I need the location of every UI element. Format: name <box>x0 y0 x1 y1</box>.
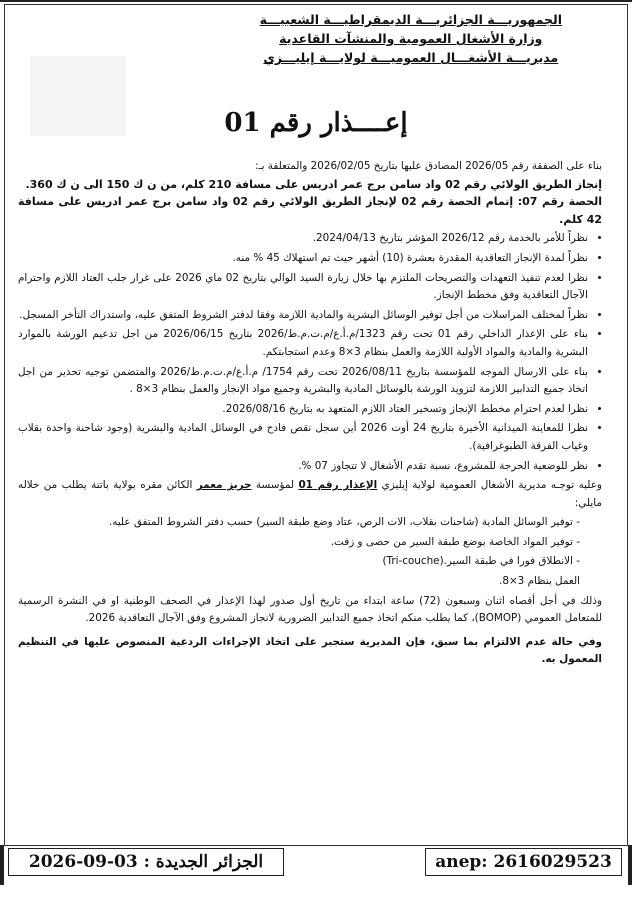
newspaper-box: الجزائر الجديدة : 03-09-2026 <box>8 848 284 876</box>
consideration-item: • بناء على الإعذار الداخلي رقم 01 تحت رقم 1323/م.أ.ع/م.ت.م.ط/2026 بتاريخ 2026/06/15 من اجل تدعيم الورشة بالموارد البشرية والمادية والمواد الأولية اللازمة والعمل بنظام 3×8 وعدم استجابتكم. <box>18 326 588 361</box>
consideration-item: • بناء على الارسال الموجه للمؤسسة بتاريخ 2026/08/11 تحت رقم 1754/ م.أ.ع/م.ت.م.ط/2026 والمتضمن توجيه تحذير من اجل اتخاذ جميع التدابير اللازمة لتزويد الورشة بالوسائل المادية والبشرية وجميع مواد الإنجاز والعمل بنظام 3×8 . <box>18 364 588 399</box>
consideration-item: • نظرا لعدم احترام مخطط الإنجاز وتسخير العتاد اللازم المتعهد به بتاريخ 2026/08/16. <box>18 401 588 419</box>
notice-number: الإعذار رقم 01 <box>298 479 378 492</box>
company-name: حريز معمر <box>196 479 252 492</box>
header-republic: الجمهوريـــة الجزائريـــة الديمقراطيـــة الشعبيـــة <box>259 12 562 27</box>
consideration-item: • نظر للوضعية الحرجة للمشروع، نسبة تقدم الأشغال لا تتجاوز 07 %. <box>18 458 588 476</box>
consideration-item: • نظراً للأمر بالخدمة رقم 2026/12 المؤشر بتاريخ 2024/04/13. <box>18 230 588 248</box>
notice-before: وعليه توجـه مديرية الأشغال العمومية لولاية إيليزي <box>381 479 602 492</box>
right-edge-bar <box>628 845 632 885</box>
demand-item: - الانطلاق فورا في طبقة السير.(Tri-couche) <box>18 553 580 571</box>
top-rule <box>0 0 632 2</box>
left-edge-bar <box>0 845 4 885</box>
project-line-2: الحصة رقم 07: إتمام الحصة رقم 02 لإنجاز الطريق الولائي رقم 02 واد سامن برج عمر ادريس على مسافة 42 كلم. <box>18 195 602 226</box>
demand-item: - توفير الوسائل المادية (شاحنات بقلاب، الات الرص، عتاد وضع طبقة السير) حسب دفتر الشروط المتفق عليه. <box>18 514 580 532</box>
considerations-list <box>18 230 588 475</box>
notice-paragraph <box>18 477 602 512</box>
notice-body <box>18 158 602 669</box>
document-header <box>260 10 562 67</box>
header-directorate: مديريـــة الأشغـــال العموميـــة لولايـــة إيليـــزي <box>263 50 559 65</box>
notice-mid: لمؤسسة <box>255 479 295 492</box>
consideration-item: • نظراً لمختلف المراسلات من أجل توفير الوسائل البشرية والمادية اللازمة وفقا لدفتر الشروط المتفق عليه، واستدراك التأخر المسجل. <box>18 307 588 325</box>
anep-box: anep: 2616029523 <box>425 848 622 876</box>
notice-after: الكائن مقره بولاية باتنة يطلب من خلاله مايلي: <box>18 479 602 509</box>
consideration-item: • نظرا لعدم تنفيذ التعهدات والتصريحات الملتزم بها خلال زيارة السيد الوالي بتاريخ 02 ماي 2026 على غرار جلب العتاد اللازم واحترام الآجال التعاقدية وفق مخطط الإنجاز. <box>18 270 588 305</box>
project-line-1: إنجاز الطريق الولائي رقم 02 واد سامن برج عمر ادريس على مسافة 210 كلم، من ن ك 150 الى ن ك 360. <box>25 177 602 191</box>
demand-item: - توفير المواد الخاصة بوضع طبقة السير من حصى و زفت. <box>18 534 580 552</box>
work-system: العمل بنظام 3×8. <box>499 575 580 588</box>
demands-list <box>18 514 580 590</box>
final-warning: وفي حالة عدم الالتزام بما سبق، فإن المديرية ستجبر على اتخاذ الإجراءات الردعية المنصوص عليها في التنظيم المعمول به. <box>18 635 602 666</box>
notice-title: إعــــذار رقم 01 <box>224 108 408 138</box>
header-ministry: وزارة الأشغال العمومية والمنشآت القاعدية <box>279 31 543 46</box>
consideration-item: • نظراً لمدة الإنجاز التعاقدية المقدرة بعشرة (10) أشهر حيث تم استهلاك 45 % منه. <box>18 250 588 268</box>
deadline-text: وذلك في أجل أقصاه اثنان وسبعون (72) ساعة ابتداء من تاريخ أول صدور لهذا الإعذار في الصحف الوطنية او في النشرة الرسمية للمتعامل العمومي (BOMOP)، كما يطلب منكم اتخاذ جميع التدابير الضرورية لانجاز المشروع وفق الآجال التعاقدية 2026. <box>18 594 602 625</box>
consideration-item: • نظرا للمعاينة الميدانية الأخيرة بتاريخ 24 أوت 2026 أين سجل نقص فادح في الوسائل المادية والبشرية (وجود شاحنة واحدة بقلاب وغياب الفرقة الطبوغرافية). <box>18 420 588 455</box>
intro-text: بناء على الصفقة رقم 2026/05 المصادق عليها بتاريخ 2026/02/05 والمتعلقة بـ: <box>255 160 602 172</box>
